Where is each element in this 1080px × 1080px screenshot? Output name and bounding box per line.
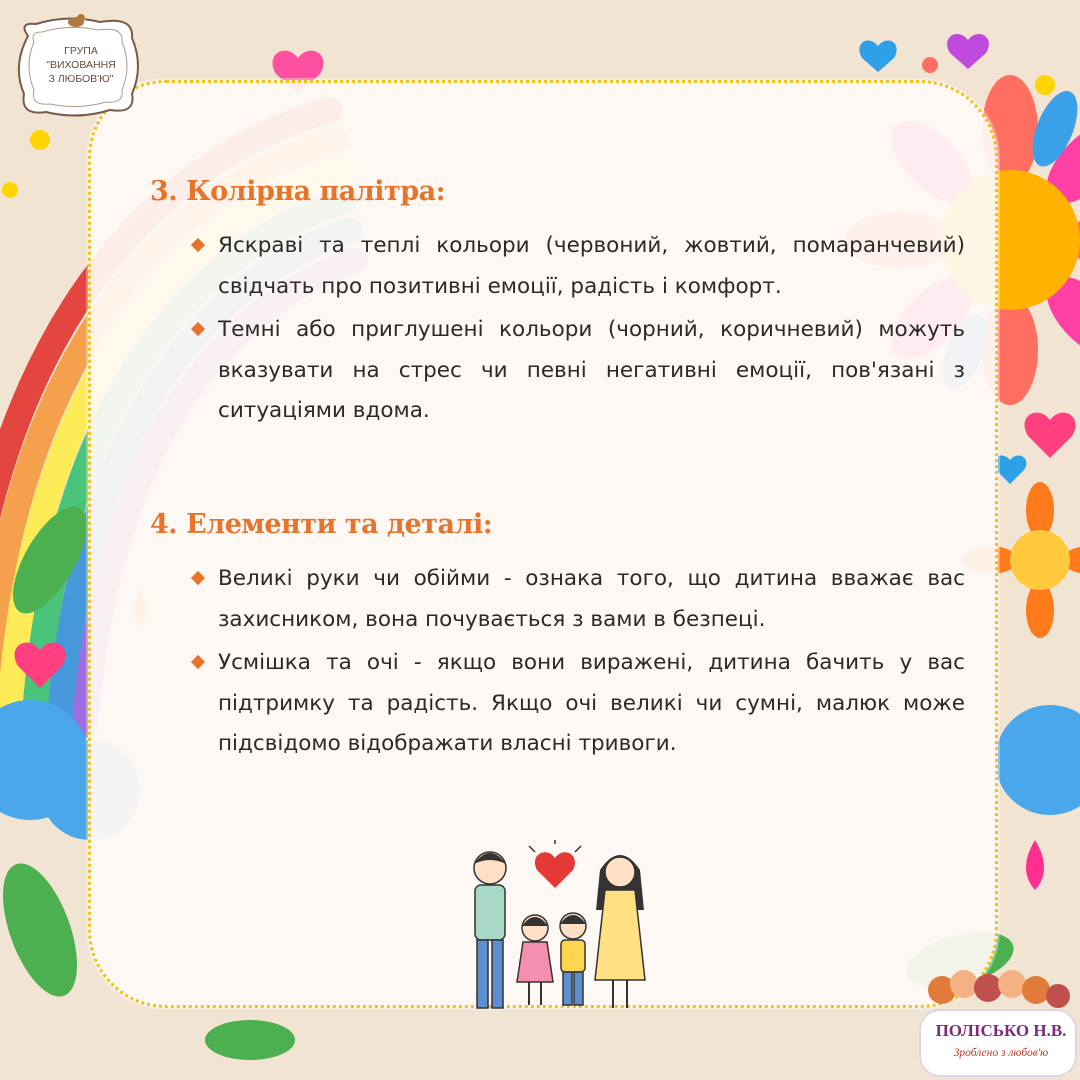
group-logo bbox=[8, 10, 148, 122]
list-item bbox=[193, 643, 965, 765]
list-item bbox=[193, 310, 965, 432]
section-title-elements-details: 4. Елементи та деталі: bbox=[150, 509, 493, 540]
bullet-text: Яскраві та теплі кольори (червоний, жовтий, помаранчевий) свідчать про позитивні емоції, радість і комфорт. bbox=[218, 233, 965, 299]
bullet-list-color-palette bbox=[193, 226, 965, 435]
children-faces-icon bbox=[928, 970, 1070, 1008]
bullet-text: Великі руки чи обійми - ознака того, що дитина вважає вас захисником, вона почувається з вами в безпеці. bbox=[218, 566, 965, 632]
bullet-text: Усмішка та очі - якщо вони виражені, дитина бачить у вас підтримку та радість. Якщо очі великі чи сумні, малюк може підсвідомо відображати власні тривоги. bbox=[218, 650, 965, 756]
daughter-figure bbox=[517, 915, 553, 1005]
logo-text: ГРУПА "ВИХОВАННЯ З ЛЮБОВ'Ю" bbox=[46, 45, 116, 85]
bird-icon bbox=[66, 12, 86, 28]
son-figure bbox=[560, 913, 586, 1005]
diamond-bullet-icon bbox=[191, 571, 205, 585]
bullet-text: Темні або приглушені кольори (чорний, коричневий) можуть вказувати на стрес чи певні негативні емоції, пов'язані з ситуаціями вдома. bbox=[218, 317, 965, 423]
father-figure bbox=[474, 852, 506, 1008]
list-item bbox=[193, 559, 965, 640]
author-badge bbox=[912, 962, 1080, 1080]
diamond-bullet-icon bbox=[191, 238, 205, 252]
mother-figure bbox=[595, 855, 645, 1008]
diamond-bullet-icon bbox=[191, 322, 205, 336]
bullet-list-elements-details bbox=[193, 559, 965, 768]
section-title-color-palette: 3. Колірна палітра: bbox=[150, 176, 446, 207]
diamond-bullet-icon bbox=[191, 655, 205, 669]
author-tagline: Зроблено з любов'ю bbox=[953, 1047, 1049, 1059]
list-item bbox=[193, 226, 965, 307]
family-illustration bbox=[455, 840, 655, 1015]
heart-icon bbox=[535, 852, 575, 888]
author-name: ПОЛІСЬКО Н.В. bbox=[935, 1021, 1067, 1040]
